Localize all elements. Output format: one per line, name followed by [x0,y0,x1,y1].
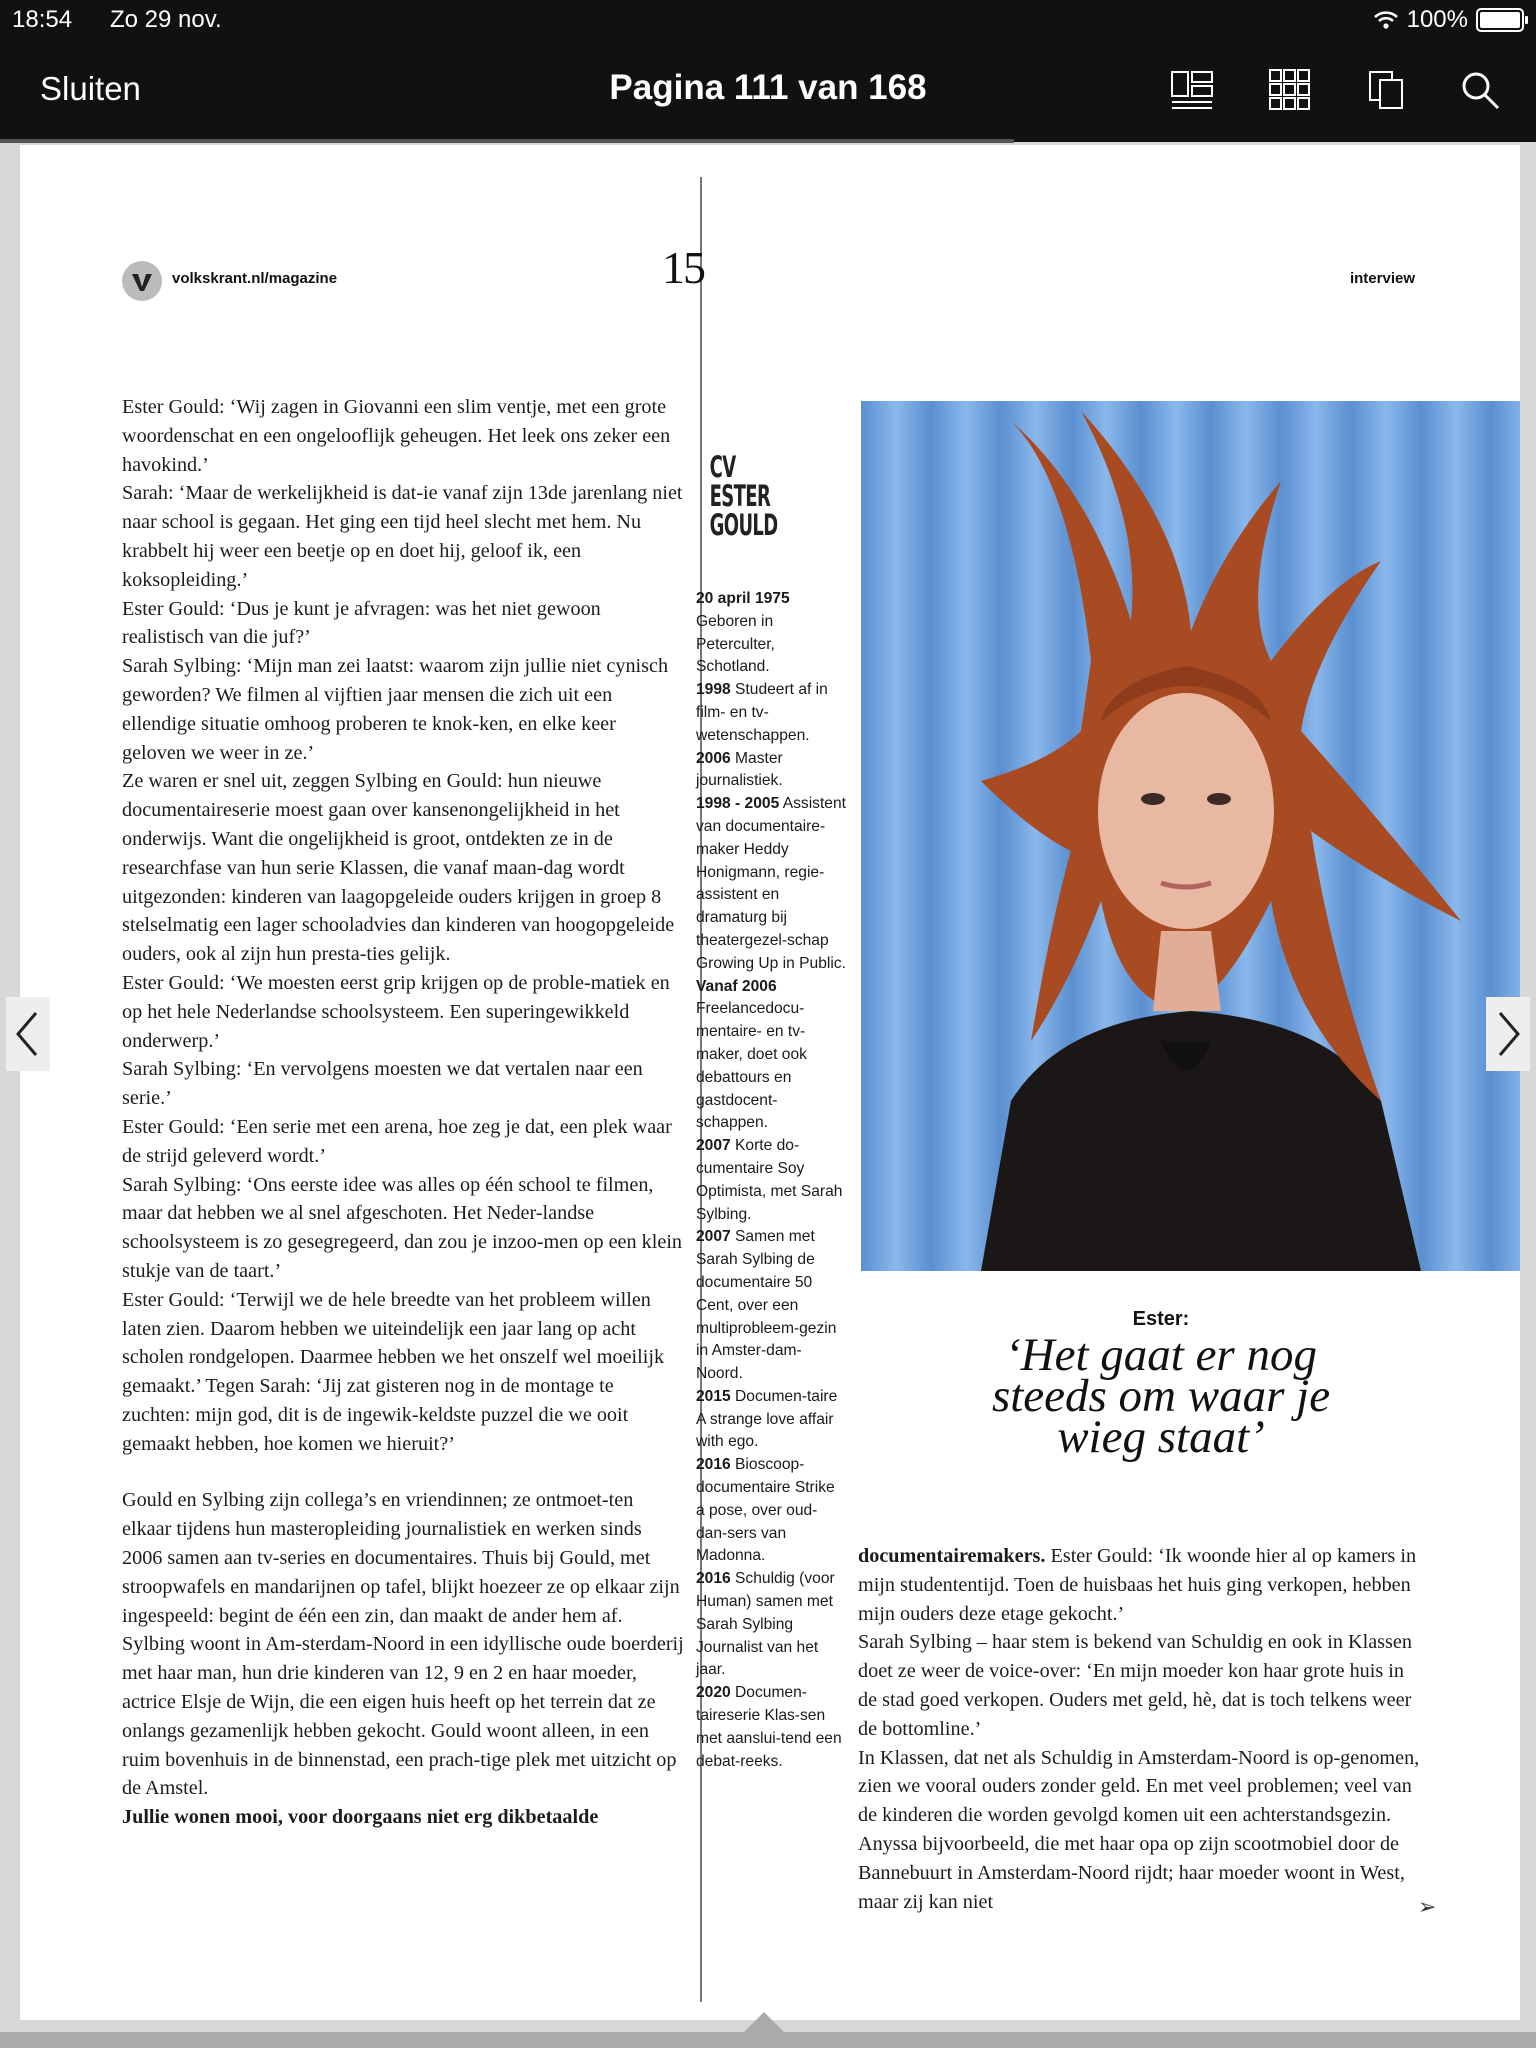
quote-speaker: Ester: [1132,1308,1190,1330]
paragraph: Ester Gould: ‘Een serie met een arena, hoe zeg je dat, een plek waar de strijd geleverd wordt.’ [122,1115,672,1167]
page-scrubber[interactable] [0,2032,1536,2048]
article-column-right [858,1542,1428,1916]
lead-word: documentairemakers. [858,1545,1046,1567]
paragraph: Sarah: ‘Maar de werkelijkheid is dat-ie vanaf zijn 13de jarenlang niet naar school is gegaan. Het ging een tijd heel slecht met hem. Nu krabbelt hij weer een beetje op en doet hij, geloof ik, een koksopleiding.’ [122,482,683,591]
nav-bar [0,60,1536,120]
cv-entry [696,679,846,747]
continue-arrow-icon: ➢ [1418,1894,1437,1919]
layout-icon[interactable] [1170,68,1214,112]
paragraph: In Klassen, dat net als Schuldig in Amsterdam-Noord is op-genomen, zien we vooral ouders zonder geld. En met veel problemen; veel van de kinderen die worden gevolgd komen uit een achterstandsgezin. Anyssa bijvoorbeeld, die met haar opa op zijn scootmobiel door de Bannebuurt in Amsterdam-Noord rijdt; haar moeder woont in West, maar zij kan niet [858,1746,1420,1913]
cv-entry [696,1135,846,1226]
paragraph: Sarah Sylbing: ‘Mijn man zei laatst: waarom zijn jullie niet cynisch geworden? We filmen al vijftien jaar mensen die zich uit een ellendige situatie omhoog proberen te knok-ken, en elke keer geloven we weer in ze.’ [122,655,669,764]
paragraph: Ester Gould: ‘Wij zagen in Giovanni een slim ventje, met een grote woordenschat en een ongelooflijk geheugen. Het leek ons zeker een havokind.’ [122,396,671,476]
status-bar [12,4,1524,38]
page-scrubber-handle[interactable] [742,2012,786,2034]
status-right [1373,6,1524,34]
paragraph: Sarah Sylbing: ‘En vervolgens moesten we dat vertalen naar een serie.’ [122,1058,643,1110]
cv-heading-line: CV [709,450,736,484]
cv-year: 2006 [696,749,731,767]
cv-text: Korte do-cumentaire Soy Optimista, met Sarah Sylbing. [696,1137,843,1223]
previous-page-button[interactable] [6,997,50,1071]
paragraph: Gould en Sylbing zijn collega’s en vriendinnen; ze ontmoet-ten elkaar tijdens hun masteropleiding journalistiek en werken sinds 2006 samen aan tv-series en documentaires. Thuis bij Gould, met stroopwafels en mandarijnen op tafel, blijkt hoezeer ze op elkaar zijn ingespeeld: begint de één een zin, dan maakt de ander hem af. Sylbing woont in Am-sterdam-Noord in een idyllische oude boerderij met haar man, hun drie kinderen van 12, 9 en 2 en haar moeder, actrice Elsje de Wijn, die een eigen huis heeft op het terrein dat ze onlangs gezamenlijk hebben gekocht. Gould woont alleen, in een ruim bovenhuis in de binnenstad, een prach-tige plek met uitzicht op de Amstel. [122,1489,684,1800]
cv-text: Master journalistiek. [696,749,783,790]
cv-year: Vanaf 2006 [696,977,777,995]
pages-icon[interactable] [1366,68,1410,112]
reading-progress [0,139,1014,143]
volkskrant-logo [122,261,162,301]
cv-year: 2015 [696,1387,731,1405]
section-label: interview [1349,270,1415,287]
cv-text: Bioscoop-documentaire Strike a pose, over oud-dan-sers van Madonna. [696,1456,835,1565]
question: Jullie wonen mooi, voor doorgaans niet erg dikbetaalde [122,1806,599,1829]
battery-percent: 100% [1406,6,1468,33]
wifi-icon [1373,10,1399,30]
cv-entry [696,976,846,1136]
paragraph: Ester Gould: ‘We moesten eerst grip krijgen op de proble-matiek en op het hele Nederlandse schoolsysteem. Een superingewikkeld onderwerp.’ [122,971,670,1052]
cv-text: Schuldig (voor Human) samen met Sarah Sylbing Journalist van het jaar. [696,1570,835,1679]
cv-heading-line: GOULD [709,508,778,542]
paragraph: Sarah Sylbing – haar stem is bekend van Schuldig en ook in Klassen doet ze weer de voice-over: ‘En mijn moeder kon haar grote huis in de stad goed verkopen. Ouders met geld, hè, dat is toch telkens weer de bottomline.’ [858,1631,1412,1740]
cv-year: 2016 [696,1570,731,1588]
quote-text: ‘Het gaat er nog steeds om waar je wieg staat’ [991,1329,1331,1463]
search-icon[interactable] [1458,68,1502,112]
pull-quote [961,1308,1361,1463]
paragraph [858,1542,1428,1628]
paragraph: Ze waren er snel uit, zeggen Sylbing en Gould: hun nieuwe documentaireserie moest gaan over kansenongelijkheid in het onderwijs. Want die ongelijkheid is groot, ontdekten ze in de researchfase van hun serie Klassen, die vanaf maan-dag wordt uitgezonden: kinderen van laagopgeleide ouders krijgen in groep 8 stelselmatig een lager schooladvies dan kinderen van hoogopgeleide ouders, ook al zijn hun presta-ties gelijk. [122,770,675,966]
next-page-button[interactable] [1486,997,1530,1071]
cv-text: Documen-taire A strange love affair with ego. [696,1387,838,1451]
cv-year: 1998 [696,681,731,699]
cv-list [696,588,846,1773]
cv-year: 2016 [696,1456,731,1474]
cv-entry [696,1454,846,1568]
paragraph-text: Ester Gould: ‘Ik woonde hier al op kamers in mijn studententijd. Toen de huisbaas het huis ging verkopen, hebben mijn ouders deze etage gekocht.’ [858,1545,1417,1625]
status-date: Zo 29 nov. [110,6,222,33]
cv-year: 2020 [696,1684,731,1702]
cv-entry [696,1568,846,1682]
paragraph: Sarah Sylbing: ‘Ons eerste idee was alles op één school te filmen, maar dat hebben we al snel afgeschoten. Het Neder-landse schoolsysteem is zo gesegregeerd, dan zou je inzoo-men op een klein stukje van de taart.’ [122,1173,683,1282]
cv-year: 2007 [696,1137,731,1155]
cv-text: Documen-taireserie Klas-sen met aanslui-tend een debat-reeks. [696,1684,842,1770]
cv-text: Freelancedocu-mentaire- en tv-maker, doet ook debattours en gastdocent-schappen. [696,1000,807,1132]
status-time: 18:54 [12,6,73,33]
cv-year: 20 april 1975 [696,590,790,607]
cv-entry [696,1226,846,1386]
article-column-left [122,393,684,1832]
cv-entry [696,748,846,794]
battery-icon [1476,8,1524,32]
cv-year: 1998 - 2005 [696,795,780,813]
cv-entry [696,1682,846,1773]
cv-year: 2007 [696,1228,731,1246]
cv-heading-line: ESTER [709,479,771,513]
page-number: 15 [662,242,704,293]
cv-entry [696,1386,846,1454]
cv-entry [696,588,846,679]
magazine-page [20,145,1520,2020]
cv-text: Studeert af in film- en tv-wetenschappen. [696,681,828,744]
cv-text: Assistent van documentaire-maker Heddy Honigmann, regie-assistent en dramaturg bij theatergezel-schap Growing Up in Public. [696,795,846,972]
page-title: Pagina 111 van 168 [609,68,927,107]
portrait-photo [861,401,1520,1271]
top-toolbar [0,0,1536,142]
paragraph: Ester Gould: ‘Terwijl we de hele breedte van het probleem willen laten zien. Daarom hebben we uiteindelijk een jaar lang op acht scholen rondgelopen. Daarmee hebben we het onszelf wel moeilijk gemaakt.’ Tegen Sarah: ‘Jij zat gisteren nog in de montage te zuchten: mijn god, dit is de ingewik-keldste puzzel die we ooit gemaakt hebben, hoe komen we hieruit?’ [122,1288,665,1455]
cv-heading [696,450,778,542]
cv-text: Samen met Sarah Sylbing de documentaire 50 Cent, over een multiprobleem-gezin in Amster-dam-Noord. [696,1228,837,1383]
site-url: volkskrant.nl/magazine [172,270,338,287]
cv-entry [696,793,846,975]
cv-text: Geboren in Peterculter, Schotland. [696,612,775,676]
paragraph: Ester Gould: ‘Dus je kunt je afvragen: was het niet gewoon realistisch van die juf?’ [122,597,601,649]
close-button[interactable]: Sluiten [40,70,141,107]
grid-icon[interactable] [1268,68,1312,112]
